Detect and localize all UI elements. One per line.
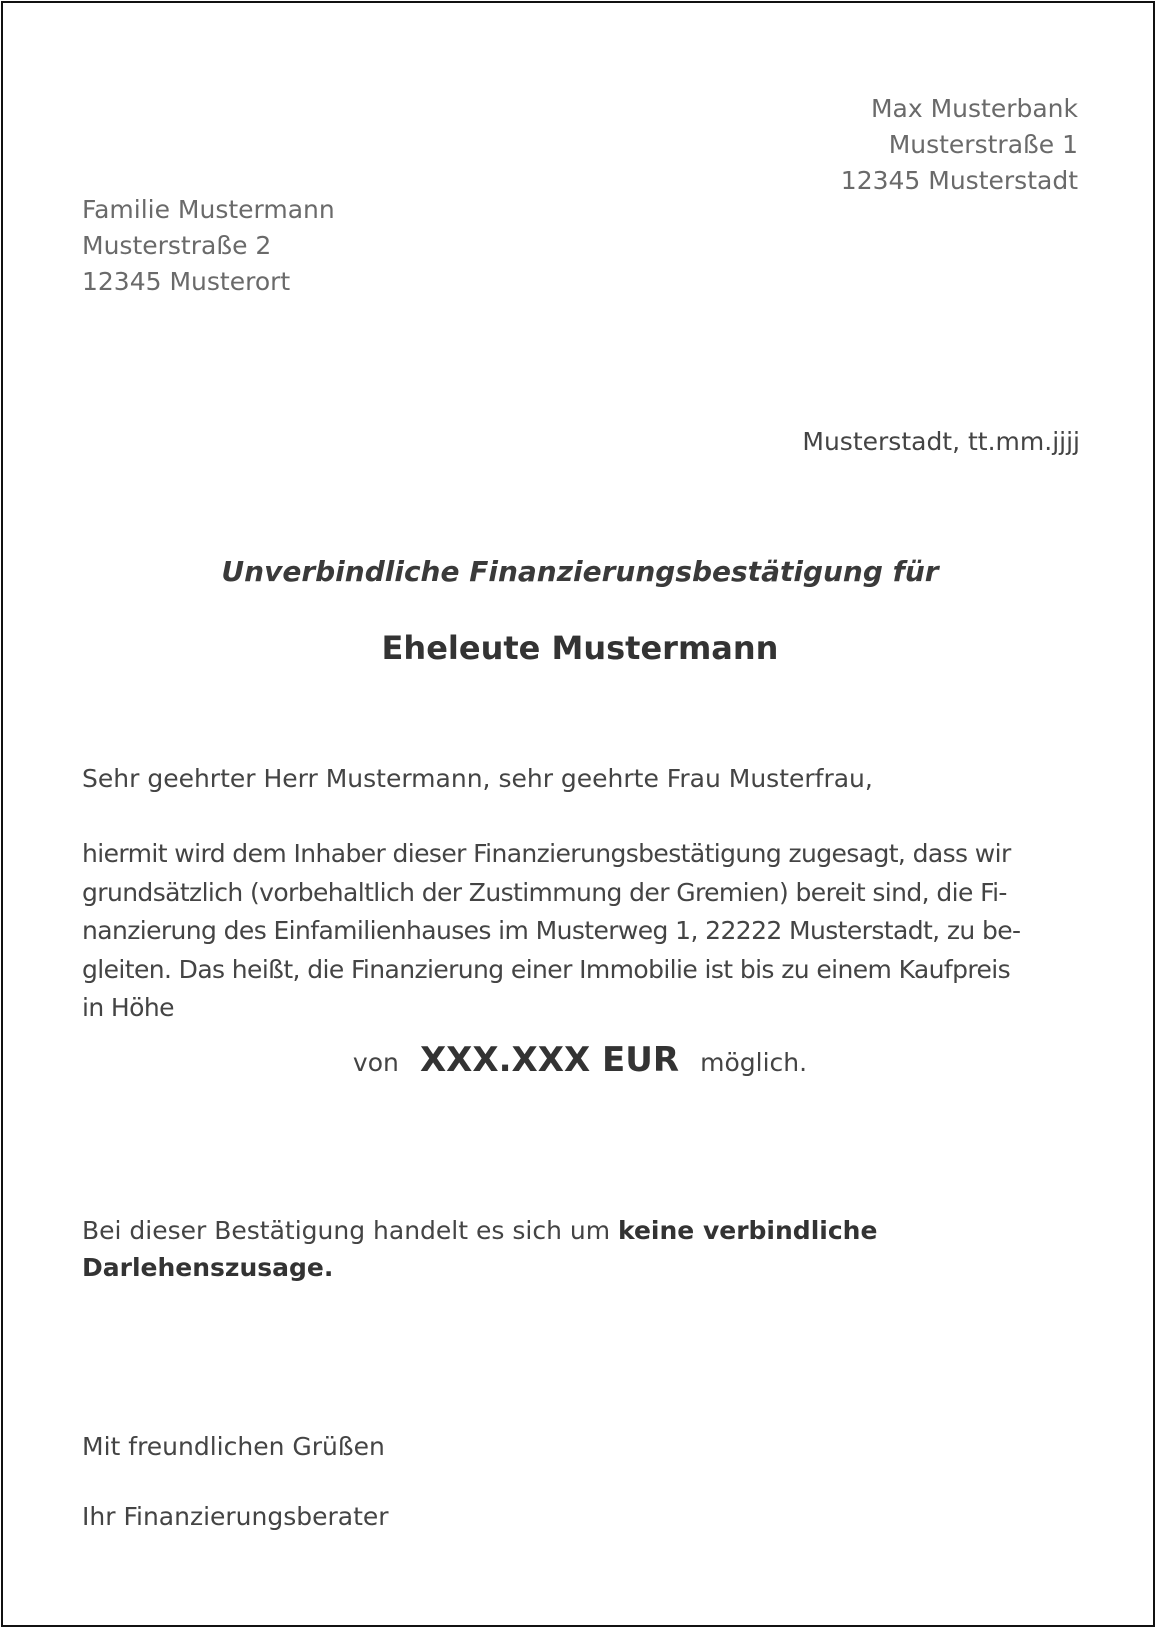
document-subtitle: Eheleute Mustermann — [381, 629, 779, 667]
body-line: nanzierung des Einfamilienhauses im Musterweg 1, 22222 Musterstadt, zu be- — [82, 916, 1021, 945]
recipient-street: Musterstraße 2 — [82, 231, 272, 260]
body-line: gleiten. Das heißt, die Finanzierung einer Immobilie ist bis zu einem Kaufpreis — [82, 954, 1011, 984]
body-line: hiermit wird dem Inhaber dieser Finanzierungsbestätigung zugesagt, dass wir — [82, 839, 1011, 868]
amount-row — [0, 1040, 1160, 1080]
body-line: grundsätzlich (vorbehaltlich der Zustimmung der Gremien) bereit sind, die Fi- — [82, 877, 1007, 907]
sender-city: 12345 Musterstadt — [840, 166, 1078, 195]
recipient-city: 12345 Musterort — [82, 267, 291, 296]
closing: Mit freundlichen Grüßen — [82, 1432, 385, 1461]
sender-address — [841, 91, 1078, 199]
body-paragraph — [82, 835, 1082, 1028]
place-date: Musterstadt, tt.mm.jjjj — [802, 427, 1080, 456]
salutation: Sehr geehrter Herr Mustermann, sehr geehrte Frau Musterfrau, — [82, 764, 873, 793]
recipient-address — [82, 192, 335, 300]
signature: Ihr Finanzierungsberater — [82, 1502, 389, 1531]
disclaimer-text: Bei dieser Bestätigung handelt es sich um — [82, 1216, 619, 1245]
sender-name: Max Musterbank — [870, 94, 1078, 123]
amount-suffix: möglich. — [700, 1048, 808, 1077]
disclaimer-bold-2: Darlehenszusage. — [82, 1253, 334, 1282]
body-line: in Höhe — [82, 993, 174, 1022]
disclaimer — [82, 1212, 877, 1286]
amount-value: XXX.XXX EUR — [419, 1040, 680, 1080]
amount-prefix: von — [352, 1048, 399, 1077]
disclaimer-line-1 — [82, 1212, 877, 1249]
sender-street: Musterstraße 1 — [888, 130, 1078, 159]
document-title: Unverbindliche Finanzierungsbestätigung für — [221, 555, 939, 588]
disclaimer-bold-1: keine verbindliche — [618, 1216, 878, 1245]
recipient-name: Familie Mustermann — [82, 195, 335, 224]
